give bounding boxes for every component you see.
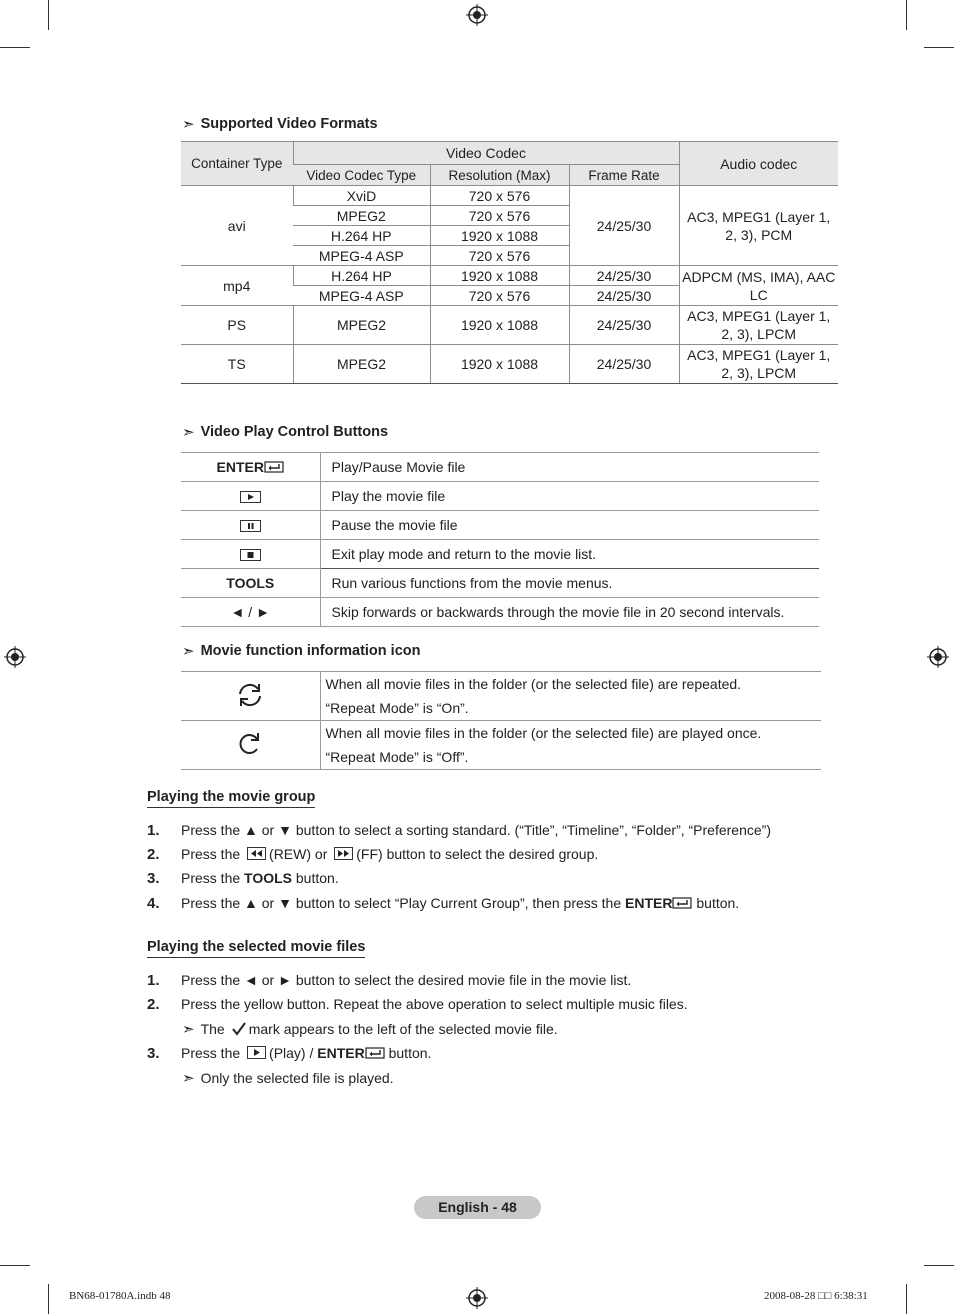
enter-description: Play/Pause Movie file bbox=[320, 453, 819, 482]
enter-key: ENTER bbox=[216, 459, 264, 475]
table-row: PS MPEG2 1920 x 1088 24/25/30 AC3, MPEG1 (Layer 1, 2, 3), LPCM bbox=[181, 306, 838, 345]
pause-description: Pause the movie file bbox=[320, 511, 819, 540]
col-codec-type: Video Codec Type bbox=[293, 165, 430, 186]
pause-icon bbox=[240, 520, 261, 532]
selected-step-2: 2. Press the yellow button. Repeat the above operation to select multiple music files. bbox=[147, 996, 688, 1013]
selected-step-1: 1. Press the ◄ or ► button to select the desired movie file in the movie list. bbox=[147, 972, 632, 989]
registration-mark-icon bbox=[927, 646, 949, 668]
play-description: Play the movie file bbox=[320, 482, 819, 511]
control-buttons-table bbox=[181, 452, 819, 627]
table-row: MPEG2 720 x 576 bbox=[181, 206, 838, 226]
table-row bbox=[181, 482, 819, 511]
selected-note-1: ➣ The mark appears to the left of the selected movie file. bbox=[182, 1021, 558, 1038]
selected-title: Playing the selected movie files bbox=[147, 939, 365, 958]
repeat-on-mode: “Repeat Mode” is “On”. bbox=[325, 700, 469, 716]
repeat-all-icon bbox=[235, 682, 265, 708]
crop-mark bbox=[48, 0, 49, 30]
table-row: MPEG-4 ASP 720 x 576 bbox=[181, 246, 838, 266]
note-arrow-icon: ➣ bbox=[182, 116, 195, 133]
table-row bbox=[181, 598, 819, 627]
col-frame-rate: Frame Rate bbox=[569, 165, 679, 186]
group-title: Playing the movie group bbox=[147, 789, 315, 808]
page-number: English - 48 bbox=[414, 1196, 541, 1219]
col-audio-codec: Audio codec bbox=[679, 142, 838, 186]
note-arrow-icon: ➣ bbox=[182, 1021, 195, 1038]
group-step-2: 2. Press the (REW) or (FF) button to select the desired group. bbox=[147, 846, 599, 863]
print-file-info: BN68-01780A.indb 48 bbox=[69, 1290, 171, 1302]
repeat-off-mode: “Repeat Mode” is “Off”. bbox=[325, 749, 469, 765]
skip-description: Skip forwards or backwards through the movie file in 20 second intervals. bbox=[320, 598, 819, 627]
table-row: TS MPEG2 1920 x 1088 24/25/30 AC3, MPEG1 (Layer 1, 2, 3), LPCM bbox=[181, 345, 838, 384]
rew-icon bbox=[247, 847, 266, 860]
crop-mark bbox=[906, 0, 907, 30]
group-step-3: 3. Press the TOOLS button. bbox=[147, 870, 339, 887]
table-header-row bbox=[181, 142, 838, 165]
note-arrow-icon: ➣ bbox=[182, 643, 195, 660]
tools-description: Run various functions from the movie menus. bbox=[320, 569, 819, 598]
selected-note-2: ➣ Only the selected file is played. bbox=[182, 1070, 394, 1087]
crop-mark bbox=[906, 1284, 907, 1314]
repeat-once-icon bbox=[235, 731, 265, 757]
stop-icon bbox=[240, 549, 261, 561]
play-icon bbox=[240, 491, 261, 503]
formats-heading: ➣ Supported Video Formats bbox=[182, 116, 378, 133]
col-video-codec: Video Codec bbox=[293, 142, 679, 165]
crop-mark bbox=[0, 47, 30, 48]
registration-mark-icon bbox=[466, 4, 488, 26]
print-timestamp: 2008-08-28 □□ 6:38:31 bbox=[764, 1290, 868, 1302]
table-row: mp4 H.264 HP 1920 x 1088 24/25/30 ADPCM (MS, IMA), AAC LC bbox=[181, 266, 838, 286]
enter-icon bbox=[672, 896, 692, 909]
repeat-on-text: When all movie files in the folder (or the selected file) are repeated. bbox=[325, 676, 742, 692]
arrow-keys: ◄ / ► bbox=[181, 598, 320, 627]
group-step-4: 4. Press the ▲ or ▼ button to select “Play Current Group”, then press the ENTER button. bbox=[147, 895, 740, 912]
selected-step-3: 3. Press the (Play) / ENTER button. bbox=[147, 1045, 432, 1062]
table-row: H.264 HP 1920 x 1088 bbox=[181, 226, 838, 246]
table-row bbox=[181, 672, 821, 721]
crop-mark bbox=[924, 1265, 954, 1266]
check-mark-icon bbox=[231, 1022, 247, 1036]
play-icon bbox=[247, 1046, 266, 1059]
crop-mark bbox=[48, 1284, 49, 1314]
crop-mark bbox=[0, 1265, 30, 1266]
registration-mark-icon bbox=[466, 1287, 488, 1309]
enter-icon bbox=[365, 1046, 385, 1059]
table-row bbox=[181, 511, 819, 540]
table-row bbox=[181, 721, 821, 770]
group-step-1: 1. Press the ▲ or ▼ button to select a sorting standard. (“Title”, “Timeline”, “Folder”, “Preference”) bbox=[147, 822, 771, 839]
enter-icon bbox=[264, 460, 284, 473]
repeat-off-text: When all movie files in the folder (or the selected file) are played once. bbox=[325, 725, 762, 741]
note-arrow-icon: ➣ bbox=[182, 424, 195, 441]
video-formats-table bbox=[181, 141, 838, 384]
tools-key: TOOLS bbox=[181, 569, 320, 598]
stop-description: Exit play mode and return to the movie list. bbox=[320, 540, 819, 569]
ff-icon bbox=[334, 847, 353, 860]
note-arrow-icon: ➣ bbox=[182, 1070, 195, 1087]
table-row bbox=[181, 540, 819, 569]
col-resolution: Resolution (Max) bbox=[430, 165, 569, 186]
col-container-type: Container Type bbox=[181, 142, 293, 186]
table-row bbox=[181, 453, 819, 482]
table-row: MPEG-4 ASP 720 x 576 24/25/30 bbox=[181, 286, 838, 306]
info-heading: ➣ Movie function information icon bbox=[182, 643, 421, 660]
registration-mark-icon bbox=[4, 646, 26, 668]
table-row: avi XviD 720 x 576 24/25/30 AC3, MPEG1 (Layer 1, 2, 3), PCM bbox=[181, 186, 838, 206]
controls-heading: ➣ Video Play Control Buttons bbox=[182, 424, 389, 441]
crop-mark bbox=[924, 47, 954, 48]
info-icon-table bbox=[181, 671, 821, 770]
table-row bbox=[181, 569, 819, 598]
